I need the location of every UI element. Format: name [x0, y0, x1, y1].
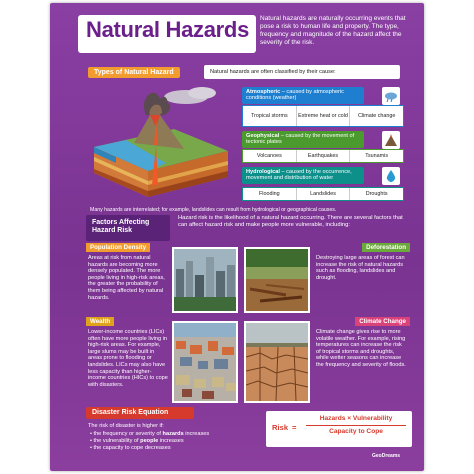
panel-wealth: [86, 317, 240, 405]
deforestation-text: Destroying large areas of forest can increase the risk of natural hazards such as flooding, landslides and drought.: [316, 255, 405, 281]
bullet-vulnerability: • the vulnerability of people increases: [90, 437, 184, 444]
geophysical-items: [242, 149, 404, 163]
geophysical-label: [242, 131, 364, 148]
bullet-hazards-post: increases: [183, 431, 210, 437]
population-density-text: Areas at risk from natural hazards are becoming more densely populated. The more people living in high-risk areas, the greater the probability of them being affected by natural hazards.: [88, 255, 165, 301]
poster: [50, 3, 424, 471]
deforestation-label: Deforestation: [362, 243, 410, 252]
equation-bullets: [90, 431, 270, 451]
interrelated-note: Many hazards are interrelated; for example, landslides can result from hydrological or geographical causes.: [90, 207, 337, 213]
item-droughts: Droughts: [350, 188, 403, 200]
item-climate-change: Climate change: [350, 106, 403, 126]
geophysical-desc: – caused by the movement of tectonic plates: [246, 133, 355, 146]
bullet-vulnerability-pre: the vulnerability of: [93, 437, 141, 444]
wealth-text: Lower-income countries (LICs) often have more people living in high-risk areas. For example, large slums may be built in areas prone to flooding or landslides. LICs may also have less capacity than higher-income countries (HICs) to cope with disasters.: [88, 329, 168, 388]
bullet-capacity-pre: the capacity to cope decreases: [93, 444, 171, 451]
panel-deforestation: [244, 243, 410, 315]
item-tropical-storms: Tropical storms: [243, 106, 297, 126]
volcano-diagram: [86, 85, 236, 205]
bullet-vulnerability-post: increases: [158, 437, 184, 444]
slum-photo: [172, 321, 238, 403]
equation-denominator: Capacity to Cope: [329, 428, 383, 435]
equation-heading: Disaster Risk Equation: [92, 409, 169, 416]
panel-population-density: [86, 243, 240, 315]
wealth-label: Wealth: [86, 317, 114, 326]
atmospheric-items: [242, 105, 404, 127]
risk-label: Risk: [272, 423, 289, 432]
climate-change-label: Climate Change: [355, 317, 410, 326]
atmospheric-name: Atmospheric: [246, 89, 281, 95]
category-hydrological: [242, 167, 404, 203]
atmospheric-desc: – caused by atmospheric conditions (weather): [246, 89, 344, 102]
category-geophysical: [242, 131, 404, 165]
hydrological-desc: – caused by the occurrence, movement and distribution of water: [246, 169, 352, 182]
equation-lead: The risk of disaster is higher if:: [88, 423, 164, 429]
item-extreme-heat: Extreme heat or cold: [297, 106, 351, 126]
deforestation-photo: [244, 247, 310, 313]
bullet-hazards-bold: hazards: [162, 431, 184, 437]
bullet-vulnerability-bold: people: [140, 437, 159, 444]
bullet-hazards-pre: the frequency or severity of: [93, 431, 163, 437]
equation-numerator: Hazards × Vulnerability: [319, 415, 393, 422]
category-atmospheric: [242, 87, 404, 129]
bullet-capacity: • the capacity to cope decreases: [90, 444, 171, 451]
drought-photo: [244, 321, 310, 403]
factors-intro: Hazard risk is the likelihood of a natural hazard occurring. There are several factors that can affect hazard risk and make people more vulnerable, including:: [178, 215, 403, 228]
geophysical-name: Geophysical: [246, 133, 280, 139]
brand-logo: GeoDreams: [372, 453, 401, 459]
item-volcanoes: Volcanoes: [243, 150, 297, 162]
bullet-hazards: • the frequency or severity of hazards increases: [90, 431, 210, 437]
factors-heading: Factors Affecting Hazard Risk: [92, 219, 150, 234]
item-tsunamis: Tsunamis: [350, 150, 403, 162]
equals-sign: =: [292, 423, 297, 432]
hydrological-label: [242, 167, 364, 184]
types-heading: Types of Natural Hazard: [88, 67, 180, 78]
page-title: Natural Hazards: [86, 17, 250, 42]
panel-climate-change: [244, 317, 410, 405]
city-photo: [172, 247, 238, 313]
intro-text: Natural hazards are naturally occurring events that pose a risk to human life and property. The type, frequency and magnitude of the hazard affect the severity of the risk.: [260, 15, 406, 46]
item-earthquakes: Earthquakes: [297, 150, 351, 162]
item-flooding: Flooding: [243, 188, 297, 200]
hydrological-name: Hydrological: [246, 169, 280, 175]
fraction-line: [306, 425, 406, 426]
water-drop-icon: [382, 167, 400, 185]
population-density-label: Population Density: [86, 243, 150, 252]
item-landslides: Landslides: [297, 188, 351, 200]
classified-text: Natural hazards are often classified by their cause:: [210, 69, 336, 75]
climate-change-text: Climate change gives rise to more volatile weather. For example, rising temperatures can increase the risk of tropical storms and droughts, while wetter seasons can increase the frequency and severity of floods.: [316, 329, 406, 368]
atmospheric-label: [242, 87, 364, 104]
cloud-icon: [382, 87, 400, 105]
hydrological-items: [242, 187, 404, 201]
volcano-icon: [382, 131, 400, 149]
